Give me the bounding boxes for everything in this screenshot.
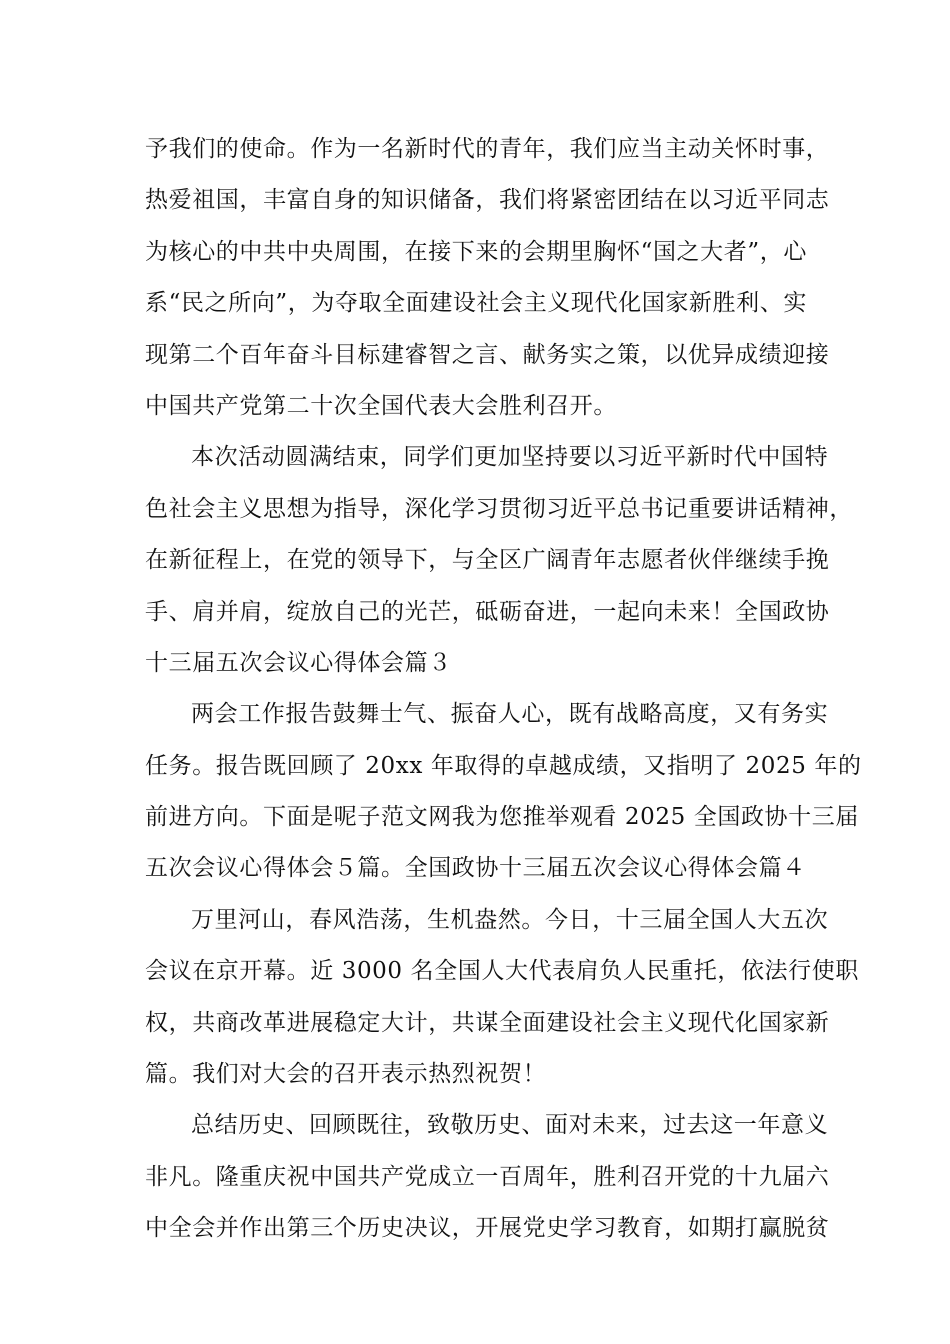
text-line: 系“民之所向”，为夺取全面建设社会主义现代化国家新胜利、实 [145,290,807,317]
text-line: 十三届五次会议心得体会篇３ [145,649,452,676]
text-line: 热爱祖国，丰富自身的知识储备，我们将紧密团结在以习近平同志 [145,187,830,214]
text-line: 予我们的使命。作为一名新时代的青年，我们应当主动关怀时事， [145,136,830,162]
text-line: 篇。我们对大会的召开表示热烈祝贺！ [145,1061,547,1088]
text-line: 现第二个百年奋斗目标建睿智之言、献务实之策，以优异成绩迎接 [145,341,830,368]
text-line: 总结历史、回顾既往，致敬历史、面对未来，过去这一年意义 [191,1112,829,1139]
text-line: 前进方向。下面是呢子范文网我为您推举观看 2025 全国政协十三届 [145,804,859,831]
text-line: 中国共产党第二十次全国代表大会胜利召开。 [145,392,617,419]
paragraph-1 [145,124,830,432]
text-line: 手、肩并肩，绽放自己的光芒，砥砺奋进，一起向未来！全国政协 [145,598,830,625]
text-line: 会议在京开幕。近 3000 名全国人大代表肩负人民重托，依法行使职 [145,958,859,985]
text-line: 非凡。隆重庆祝中国共产党成立一百周年，胜利召开党的十九届六 [145,1163,830,1190]
text-line: 在新征程上，在党的领导下，与全区广阔青年志愿者伙伴继续手挽 [145,547,830,574]
paragraph-2 [145,432,853,689]
text-line: 中全会并作出第三个历史决议，开展党史学习教育，如期打赢脱贫 [145,1215,830,1242]
text-line: 权，共商改革进展稳定大计，共谋全面建设社会主义现代化国家新 [145,1009,830,1036]
paragraph-4 [145,895,859,1101]
text-line: 万里河山，春风浩荡，生机盎然。今日，十三届全国人大五次 [191,906,829,933]
text-line: 本次活动圆满结束，同学们更加坚持要以习近平新时代中国特 [191,444,829,471]
paragraph-3 [145,689,862,895]
text-line: 五次会议心得体会５篇。全国政协十三届五次会议心得体会篇４ [145,855,806,882]
text-line: 任务。报告既回顾了 20xx 年取得的卓越成绩，又指明了 2025 年的 [145,752,862,779]
paragraph-5 [145,1100,830,1254]
text-line: 为核心的中共中央周围，在接下来的会期里胸怀“国之大者”，心 [145,238,807,265]
text-line: 两会工作报告鼓舞士气、振奋人心，既有战略高度，又有务实 [191,701,829,728]
text-line: 色社会主义思想为指导，深化学习贯彻习近平总书记重要讲话精神， [145,495,853,522]
body-text [145,124,862,1255]
